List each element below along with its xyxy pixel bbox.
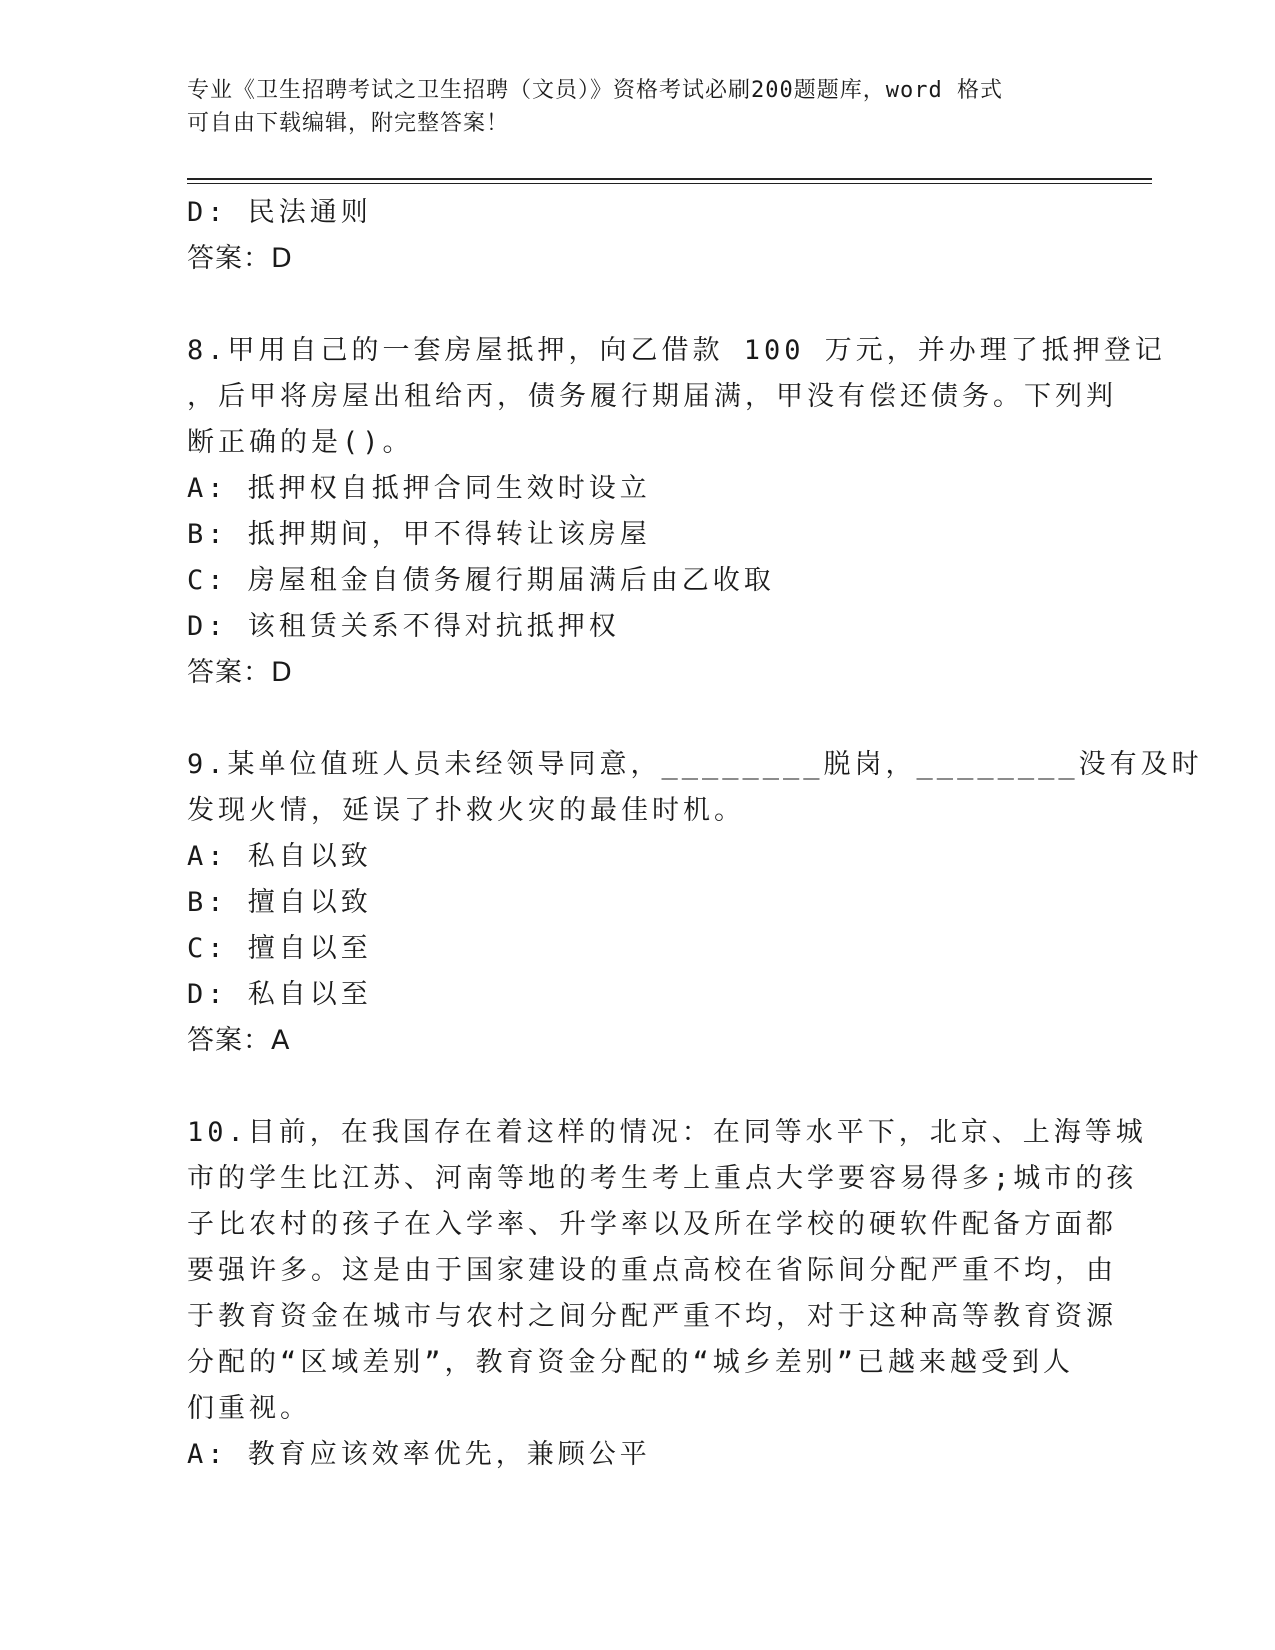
- q8-option-d: D: 该租赁关系不得对抗抵押权: [187, 611, 620, 642]
- q9-stem-line-2: 发现火情，延误了扑救火灾的最佳时机。: [187, 795, 745, 826]
- q9-option-c: C: 擅自以至: [187, 933, 372, 964]
- q9-option-b: B: 擅自以致: [187, 887, 372, 918]
- spacer: [187, 696, 1067, 742]
- q8-stem-line-1: 8.甲用自己的一套房屋抵押，向乙借款 100 万元，并办理了抵押登记: [187, 335, 1166, 366]
- q10-stem-line-7: 们重视。: [187, 1393, 311, 1424]
- q10-stem-line-1: 10.目前，在我国存在着这样的情况：在同等水平下，北京、上海等城: [187, 1117, 1147, 1148]
- q9-stem-line-1: 9.某单位值班人员未经领导同意，________脱岗，________没有及时: [187, 749, 1203, 780]
- question-10: [187, 1110, 1147, 1478]
- q8-stem-line-2: ，后甲将房屋出租给丙，债务履行期届满，甲没有偿还债务。下列判: [187, 381, 1117, 412]
- q7-option-d: D: 民法通则: [187, 197, 372, 228]
- q10-stem-line-5: 于教育资金在城市与农村之间分配严重不均，对于这种高等教育资源: [187, 1301, 1117, 1332]
- spacer: [187, 1064, 1067, 1110]
- q10-stem-line-4: 要强许多。这是由于国家建设的重点高校在省际间分配严重不均，由: [187, 1255, 1117, 1286]
- q10-stem-line-2: 市的学生比江苏、河南等地的考生考上重点大学要容易得多;城市的孩: [187, 1163, 1138, 1194]
- page-header: [187, 74, 1087, 140]
- q8-stem-line-3: 断正确的是()。: [187, 427, 414, 458]
- q10-stem-line-3: 子比农村的孩子在入学率、升学率以及所在学校的硬软件配备方面都: [187, 1209, 1117, 1240]
- header-title-line-1: 专业《卫生招聘考试之卫生招聘（文员）》资格考试必刷200题题库，word 格式: [187, 78, 1003, 103]
- q9-option-d: D: 私自以至: [187, 979, 372, 1010]
- question-9: [187, 742, 1203, 1064]
- spacer: [187, 282, 1067, 328]
- q9-option-a: A: 私自以致: [187, 841, 372, 872]
- header-divider-thin: [187, 183, 1152, 184]
- q10-stem-line-6: 分配的“区域差别”，教育资金分配的“城乡差别”已越来越受到人: [187, 1347, 1075, 1378]
- header-divider-thick: [187, 178, 1152, 180]
- q8-option-c: C: 房屋租金自债务履行期届满后由乙收取: [187, 565, 775, 596]
- q8-answer: 答案：D: [187, 657, 293, 688]
- question-content: [187, 190, 1203, 1478]
- q9-answer: 答案：A: [187, 1025, 291, 1056]
- q8-option-b: B: 抵押期间，甲不得转让该房屋: [187, 519, 651, 550]
- header-title-line-2: 可自由下载编辑，附完整答案！: [187, 111, 510, 136]
- question-8: [187, 328, 1166, 696]
- q8-option-a: A: 抵押权自抵押合同生效时设立: [187, 473, 651, 504]
- q10-option-a: A: 教育应该效率优先，兼顾公平: [187, 1439, 651, 1470]
- q7-answer: 答案：D: [187, 243, 293, 274]
